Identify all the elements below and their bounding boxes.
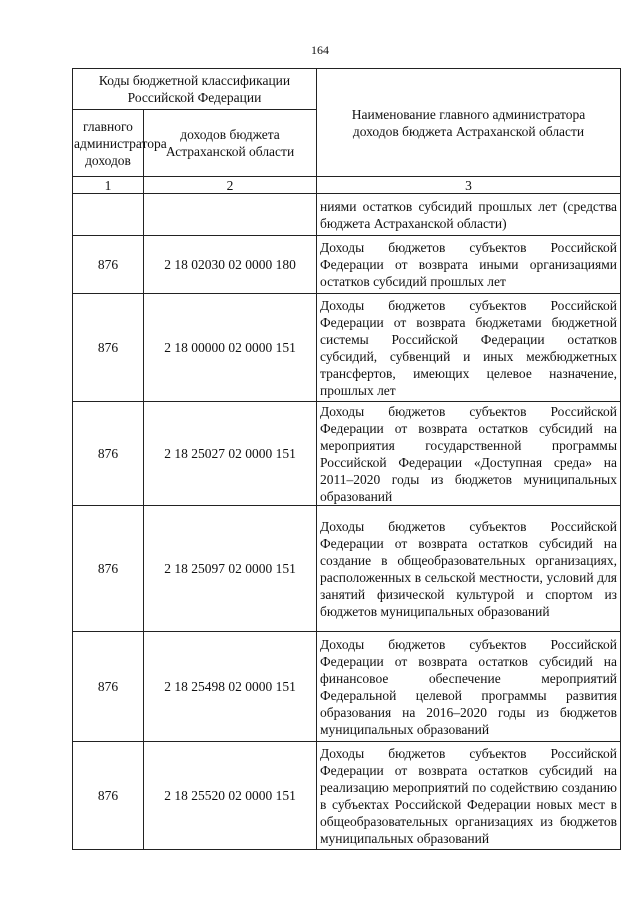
income-name: Доходы бюджетов субъектов Российской Федерации от возврата остатков субсидий на реализацию мероприятий по содействию созданию в субъектах Российской Федерации новых мест в общеобразовательных организациях из бюджетов муниципальных образований — [317, 742, 621, 850]
admin-code: 876 — [73, 236, 144, 294]
admin-code: 876 — [73, 294, 144, 402]
income-name: ниями остатков субсидий прошлых лет (средства бюджета Астраханской области) — [317, 194, 621, 236]
table-row — [73, 402, 621, 506]
table-row — [73, 294, 621, 402]
income-code: 2 18 25520 02 0000 151 — [144, 742, 317, 850]
income-code: 2 18 02030 02 0000 180 — [144, 236, 317, 294]
column-number-row — [73, 177, 621, 194]
income-name: Доходы бюджетов субъектов Российской Федерации от возврата остатков субсидий на мероприятия государственной программы Российской Федерации «Доступная среда» на 2011–2020 годы из бюджетов муниципальных образований — [317, 402, 621, 506]
income-code: 2 18 25097 02 0000 151 — [144, 506, 317, 632]
table-row — [73, 742, 621, 850]
income-name: Доходы бюджетов субъектов Российской Федерации от возврата иными организациями остатков субсидий прошлых лет — [317, 236, 621, 294]
admin-code: 876 — [73, 506, 144, 632]
page-number: 164 — [311, 43, 329, 57]
admin-code: 876 — [73, 632, 144, 742]
income-code: 2 18 25027 02 0000 151 — [144, 402, 317, 506]
income-code: 2 18 00000 02 0000 151 — [144, 294, 317, 402]
admin-code: 876 — [73, 402, 144, 506]
column-number: 2 — [144, 177, 317, 194]
income-code — [144, 194, 317, 236]
table-row — [73, 194, 621, 236]
income-code: 2 18 25498 02 0000 151 — [144, 632, 317, 742]
table-row — [73, 506, 621, 632]
admin-code: 876 — [73, 742, 144, 850]
table-row — [73, 632, 621, 742]
column-number: 3 — [317, 177, 621, 194]
budget-classification-table — [72, 68, 621, 850]
income-name: Доходы бюджетов субъектов Российской Федерации от возврата остатков субсидий на создание в общеобразовательных организациях, расположенных в сельской местности, условий для занятий физической культурой и спортом из бюджетов муниципальных образований — [317, 506, 621, 632]
income-name: Доходы бюджетов субъектов Российской Федерации от возврата остатков субсидий на финансовое обеспечение мероприятий Федеральной целевой программы развития образования на 2016–2020 годы из бюджетов муниципальных образований — [317, 632, 621, 742]
income-name: Доходы бюджетов субъектов Российской Федерации от возврата бюджетами бюджетной системы Российской Федерации остатков субсидий, субвенций и иных межбюджетных трансфертов, имеющих целевое назначение, прошлых лет — [317, 294, 621, 402]
table-row — [73, 236, 621, 294]
header-name: Наименование главного администратора доходов бюджета Астраханской области — [317, 69, 621, 177]
column-number: 1 — [73, 177, 144, 194]
header-row-top — [73, 69, 621, 110]
header-income: доходов бюджета Астраханской области — [144, 110, 317, 177]
header-main-admin: главного администратора доходов — [73, 110, 144, 177]
header-codes-group: Коды бюджетной классификации Российской Федерации — [73, 69, 317, 110]
admin-code — [73, 194, 144, 236]
